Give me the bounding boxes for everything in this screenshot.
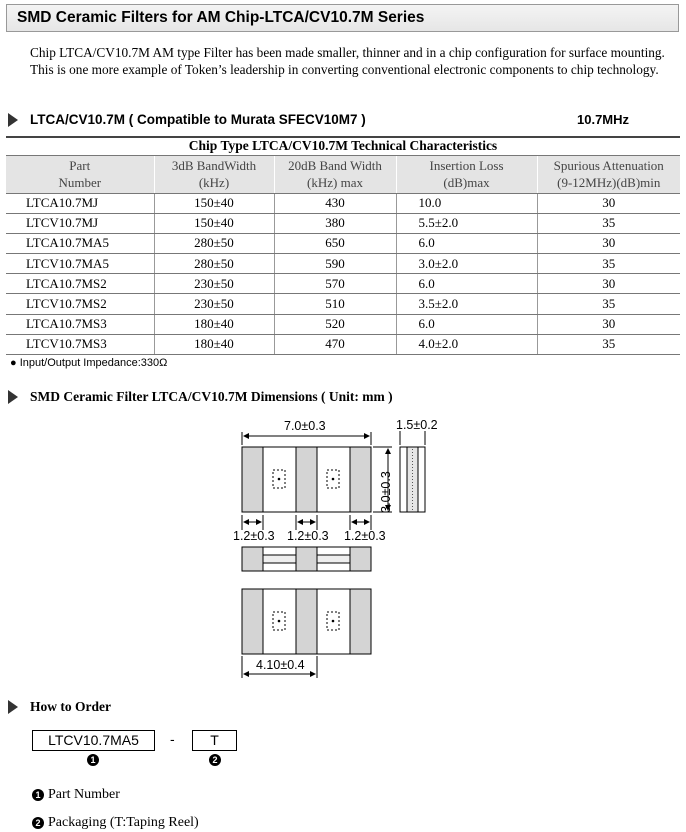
table-cell: 35 — [537, 294, 680, 314]
dim-pitch: 4.10±0.4 — [256, 658, 305, 672]
legend-mark-2: 2 — [32, 817, 44, 829]
page-title: SMD Ceramic Filters for AM Chip-LTCA/CV10.7M Series — [6, 4, 679, 32]
table-cell: 280±50 — [154, 254, 274, 274]
table-cell: 510 — [274, 294, 396, 314]
table-cell: 3.5±2.0 — [396, 294, 537, 314]
order-part-box: LTCV10.7MA5 — [32, 730, 155, 751]
table-cell: LTCA10.7MA5 — [6, 233, 154, 253]
table-header-line: (kHz) max — [307, 175, 363, 190]
dim-width: 3.0±0.3 — [379, 471, 393, 513]
table-header-line: Number — [58, 175, 102, 190]
table-cell: 35 — [537, 334, 680, 354]
legend-item-1 — [32, 787, 120, 803]
order-mark-1: 1 — [87, 754, 99, 766]
table-caption: Chip Type LTCA/CV10.7M Technical Characteristics — [6, 137, 680, 155]
table-cell: 150±40 — [154, 213, 274, 233]
dim-thickness: 1.5±0.2 — [396, 418, 438, 432]
table-cell: 230±50 — [154, 294, 274, 314]
table-cell: 30 — [537, 314, 680, 334]
table-header-line: 3dB BandWidth — [171, 158, 257, 173]
table-cell: 30 — [537, 193, 680, 213]
section-compatible-heading: LTCA/CV10.7M ( Compatible to Murata SFECV10M7 ) — [30, 112, 366, 127]
intro-paragraph: Chip LTCA/CV10.7M AM type Filter has been made smaller, thinner and in a chip configuration for surface mounting. This is one more example of Token’s leadership in converting conventional electronic components to chip technology. — [30, 45, 665, 77]
legend-text-1: Part Number — [48, 787, 120, 802]
table-cell: LTCV10.7MS3 — [6, 334, 154, 354]
table-cell: 520 — [274, 314, 396, 334]
table-cell: 570 — [274, 274, 396, 294]
impedance-note: ● Input/Output Impedance:330Ω — [10, 357, 168, 369]
section-order-heading: How to Order — [30, 699, 111, 714]
frequency-label: 10.7MHz — [577, 112, 630, 127]
section-dimensions-heading: SMD Ceramic Filter LTCA/CV10.7M Dimensions ( Unit: mm ) — [30, 389, 393, 404]
table-cell: 6.0 — [396, 233, 537, 253]
legend-mark-1: 1 — [32, 789, 44, 801]
table-cell: 150±40 — [154, 193, 274, 213]
dim-pad-3: 1.2±0.3 — [344, 529, 386, 543]
table-cell: 10.0 — [396, 193, 537, 213]
table-cell: LTCV10.7MS2 — [6, 294, 154, 314]
table-cell: 35 — [537, 254, 680, 274]
side-view — [400, 447, 425, 512]
table-cell: LTCA10.7MS3 — [6, 314, 154, 334]
table-cell: LTCA10.7MS2 — [6, 274, 154, 294]
table-cell: 380 — [274, 213, 396, 233]
table-header-line: (dB)max — [443, 175, 490, 190]
table-cell: 3.0±2.0 — [396, 254, 537, 274]
impedance-note-text: Input/Output Impedance:330Ω — [19, 357, 168, 369]
table-header-line: Insertion Loss — [429, 158, 504, 173]
legend-item-2 — [32, 815, 199, 831]
table-cell: 280±50 — [154, 233, 274, 253]
table-cell: 230±50 — [154, 274, 274, 294]
table-cell: 180±40 — [154, 334, 274, 354]
table-cell: 35 — [537, 213, 680, 233]
table-header-line: Part — [69, 158, 91, 173]
table-cell: 6.0 — [396, 274, 537, 294]
table-cell: 430 — [274, 193, 396, 213]
table-cell: 6.0 — [396, 314, 537, 334]
order-dash: - — [170, 731, 175, 747]
table-cell: 5.5±2.0 — [396, 213, 537, 233]
table-cell: LTCV10.7MJ — [6, 213, 154, 233]
order-code-box: T — [192, 730, 237, 751]
table-cell: LTCV10.7MA5 — [6, 254, 154, 274]
end-view — [242, 547, 371, 571]
table-header-line: (kHz) — [198, 175, 230, 190]
table-cell: 30 — [537, 233, 680, 253]
section-order — [8, 699, 111, 715]
legend-text-2: Packaging (T:Taping Reel) — [48, 815, 199, 830]
top-view — [242, 447, 371, 512]
dim-length: 7.0±0.3 — [284, 419, 326, 433]
table-cell: 590 — [274, 254, 396, 274]
table-cell: LTCA10.7MJ — [6, 193, 154, 213]
table-header-line: Spurious Attenuation — [553, 158, 664, 173]
table-cell: 470 — [274, 334, 396, 354]
table-cell: 180±40 — [154, 314, 274, 334]
table-cell: 650 — [274, 233, 396, 253]
dim-pad-2: 1.2±0.3 — [287, 529, 329, 543]
triangle-bullet-icon — [8, 700, 18, 714]
table-cell: 4.0±2.0 — [396, 334, 537, 354]
table-header-line: 20dB Band Width — [288, 158, 382, 173]
order-mark-2: 2 — [209, 754, 221, 766]
bottom-view — [242, 589, 371, 654]
table-header-line: (9-12MHz)(dB)min — [557, 175, 661, 190]
dim-pad-1: 1.2±0.3 — [233, 529, 275, 543]
table-cell: 30 — [537, 274, 680, 294]
